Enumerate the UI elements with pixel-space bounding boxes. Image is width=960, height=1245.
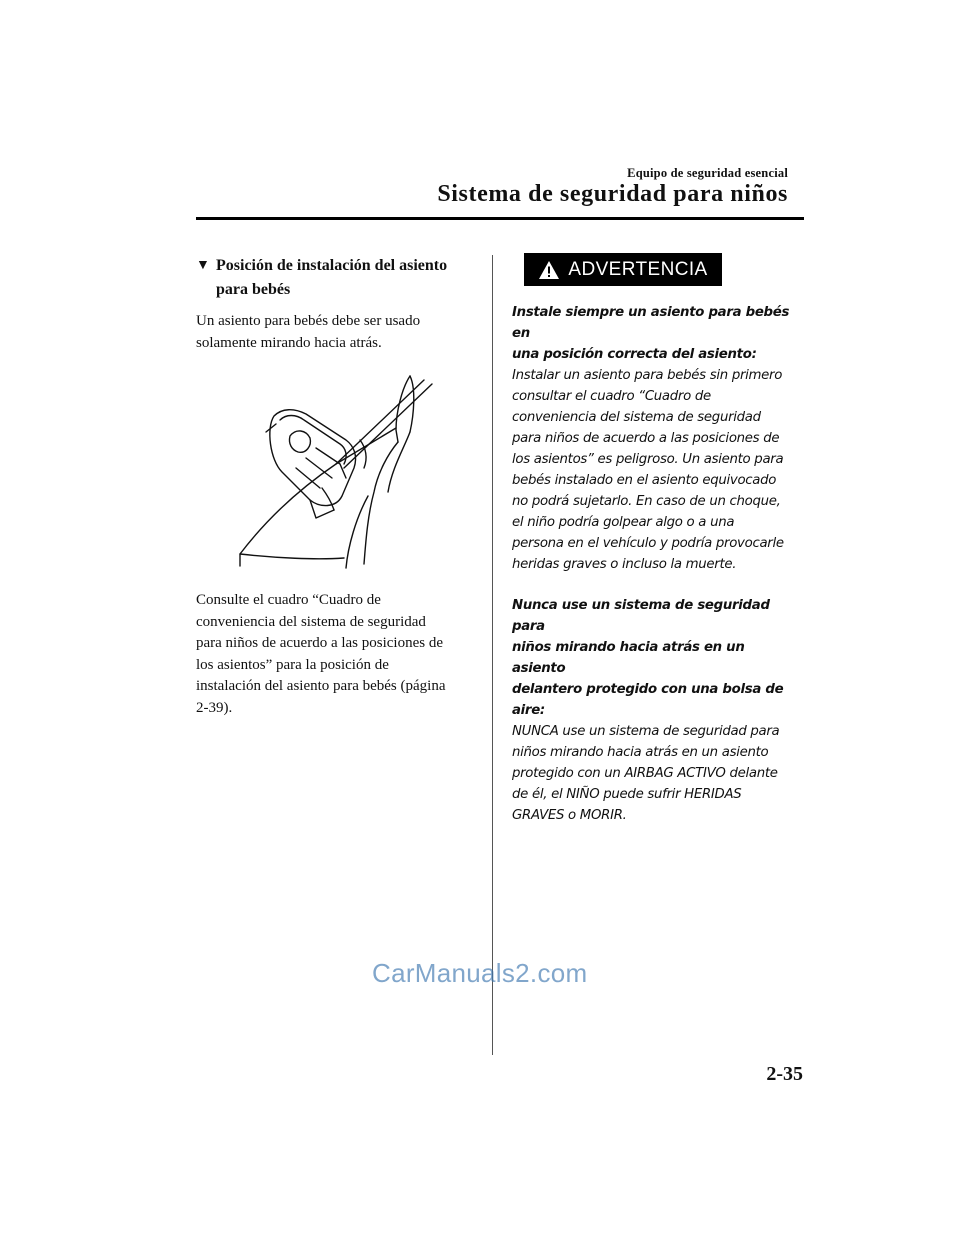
chapter-title: Equipo de seguridad esencial: [627, 166, 788, 180]
warning-item: [512, 595, 802, 826]
consult-line: 2-39).: [196, 699, 233, 716]
intro-line: solamente mirando hacia atrás.: [196, 334, 382, 351]
warning-text-line: conveniencia del sistema de seguridad: [512, 410, 761, 425]
warning-heading-line: una posición correcta del asiento:: [512, 347, 757, 362]
subsection-heading: [196, 254, 478, 302]
warning-heading: [512, 595, 802, 721]
warning-text-line: de él, el NIÑO puede sufrir HERIDAS: [512, 787, 742, 802]
header-rule: [196, 217, 804, 220]
warning-text-line: no podrá sujetarlo. En caso de un choque,: [512, 494, 781, 509]
intro-paragraph: [196, 311, 478, 354]
subsection-heading-line: Posición de instalación del asiento: [216, 257, 448, 274]
warning-text-line: heridas graves o incluso la muerte.: [512, 557, 737, 572]
consult-line: instalación del asiento para bebés (página: [196, 678, 446, 694]
warning-banner: [524, 253, 722, 286]
warning-heading-line: Instale siempre un asiento para bebés en: [512, 305, 790, 341]
warning-heading-line: niños mirando hacia atrás en un asiento: [512, 640, 745, 676]
consult-paragraph: [196, 590, 478, 719]
consult-line: para niños de acuerdo a las posiciones de: [196, 635, 443, 651]
warning-heading-line: Nunca use un sistema de seguridad para: [512, 598, 770, 634]
subsection-heading-line: para bebés: [216, 281, 291, 298]
warning-label: ADVERTENCIA: [568, 258, 708, 280]
watermark-link[interactable]: CarManuals2.com: [372, 958, 588, 988]
consult-line: conveniencia del sistema de seguridad: [196, 613, 426, 630]
consult-line: los asientos” para la posición de: [196, 656, 389, 673]
warning-triangle-icon: [538, 260, 560, 280]
warning-text-line: NUNCA use un sistema de seguridad para: [512, 724, 780, 739]
warning-text-line: bebés instalado en el asiento equivocado: [512, 473, 777, 488]
intro-line: Un asiento para bebés debe ser usado: [196, 313, 421, 329]
section-title: Sistema de seguridad para niños: [437, 181, 788, 207]
warning-text-line: el niño podría golpear algo o a una: [512, 515, 735, 530]
warning-item: [512, 302, 802, 575]
warning-text-line: niños mirando hacia atrás en un asiento: [512, 745, 769, 760]
warning-text-line: para niños de acuerdo a las posiciones de: [512, 431, 780, 446]
warning-text-line: los asientos” es peligroso. Un asiento para: [512, 452, 784, 467]
page-number: 2-35: [766, 1063, 803, 1085]
warning-heading: [512, 302, 802, 365]
warning-column: [512, 253, 802, 826]
warning-text: [512, 721, 802, 826]
consult-line: Consulte el cuadro “Cuadro de: [196, 592, 381, 608]
column-divider: [492, 255, 493, 1055]
warning-text-line: consultar el cuadro “Cuadro de: [512, 389, 711, 404]
warning-text-line: persona en el vehículo y podría provocarle: [512, 536, 784, 551]
warning-heading-line: delantero protegido con una bolsa de aire:: [512, 682, 784, 718]
warning-text: [512, 365, 802, 575]
rear-facing-infant-seat-illustration-icon: [196, 368, 478, 576]
infant-seat-illustration: [196, 368, 478, 576]
triangle-marker-icon: ▼: [196, 258, 210, 273]
warning-text-line: Instalar un asiento para bebés sin primero: [512, 368, 783, 383]
left-column: [196, 254, 478, 719]
warning-text-line: GRAVES o MORIR.: [512, 808, 627, 823]
warning-text-line: protegido con un AIRBAG ACTIVO delante: [512, 766, 778, 781]
